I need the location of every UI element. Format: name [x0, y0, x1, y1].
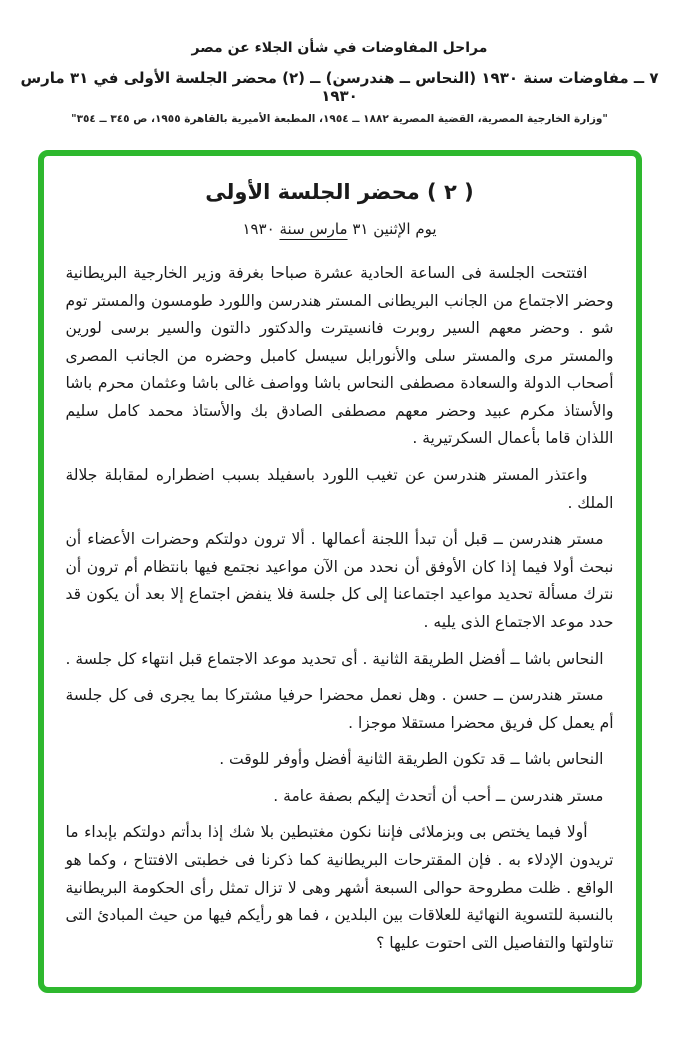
- date-prefix: يوم الإثنين ٣١: [352, 220, 437, 238]
- minutes-title: ( ٢ ) محضر الجلسة الأولى: [205, 180, 474, 204]
- speech-henderson-1: مستر هندرسن ــ قبل أن تبدأ اللجنة أعمالها . ألا ترون دولتكم وحضرات الأعضاء أن نبحث أولا فيما إذا كان الأوفق أن نحدد من الآن مواعيد نجتمع فيها بانتظام أم ترون أن نترك مسألة تحديد مواعيد اجتماعنا إلى كل جلسة فلا ينفض اجتماع إلا بعد أن يكون قد حدد موعد الاجتماع الذى يليه .: [65, 530, 614, 631]
- header-document-title: ٧ ــ مفاوضات سنة ١٩٣٠ (النحاس ــ هندرسن) ــ (٢) محضر الجلسة الأولى في ٣١ مارس ١٩٣٠: [20, 69, 659, 105]
- minutes-body: [66, 260, 614, 957]
- header-source-citation: "وزارة الخارجية المصرية، القضية المصرية ١٨٨٢ ــ ١٩٥٤، المطبعة الأميرية بالقاهرة ١٩٥٥، ص ٣٤٥ ــ ٣٥٤": [71, 113, 608, 125]
- date-underlined: مارس سنة: [279, 220, 348, 238]
- speech-nahhas-2: النحاس باشا ــ قد تكون الطريقة الثانية أفضل وأوفر للوقت .: [219, 750, 604, 769]
- paragraph-apology: واعتذر المستر هندرسن عن تغيب اللورد باسفيلد بسبب اضطراره لمقابلة جلالة الملك .: [65, 466, 614, 512]
- header-series-title: مراحل المفاوضات في شأن الجلاء عن مصر: [191, 40, 488, 56]
- speech-nahhas-1: النحاس باشا ــ أفضل الطريقة الثانية . أى تحديد موعد الاجتماع قبل انتهاء كل جلسة .: [65, 649, 604, 668]
- speech-henderson-3: مستر هندرسن ــ أحب أن أتحدث إليكم بصفة عامة .: [273, 786, 604, 805]
- date-suffix: ١٩٣٠: [242, 220, 275, 238]
- paragraph-opening-attendance: افتتحت الجلسة فى الساعة الحادية عشرة صباحا بغرفة وزير الخارجية البريطانية وحضر الاجتماع من الجانب البريطانى المستر هندرسن واللورد طومسون والمستر توم شو . وحضر معهم السير روبرت فانسيترت والدكتور دالتون والسير برسى لورين والمستر مرى والمستر سلى والأنورابل سيسل كامبل وحضره من الجانب المصرى أصحاب الدولة والسعادة مصطفى النحاس باشا وواصف غالى باشا وعثمان محرم باشا والأستاذ مكرم عبيد وحضر معهم مصطفى الصادق بك والأستاذ محمد كامل سليم اللذان قاما بأعمال السكرتيرية .: [65, 264, 614, 448]
- minutes-date: [66, 220, 614, 238]
- minutes-frame: [38, 150, 642, 993]
- paragraph-closing-question: أولا فيما يختص بى وبزملائى فإننا نكون مغتبطين بلا شك إذا بدأتم دولتكم بإبداء ما تريدون الإدلاء به . فإن المقترحات البريطانية كما ذكرنا فى خطبتى الافتتاح ، وكما هو الواقع . ظلت مطروحة حوالى السبعة أشهر وهى لا تزال تمثل رأى الحكومة البريطانية بالنسبة للتسوية النهائية للعلاقات بين البلدين ، فما هو رأيكم فيها من حيث المبادئ التى تناولتها والتفاصيل التى احتوت عليها ؟: [65, 823, 614, 952]
- speech-henderson-2: مستر هندرسن ــ حسن . وهل نعمل محضرا حرفيا مشتركا بما يجرى فى كل جلسة أم يعمل كل فريق محضرا مستقلا موجزا .: [65, 686, 614, 732]
- page-header: [0, 0, 679, 125]
